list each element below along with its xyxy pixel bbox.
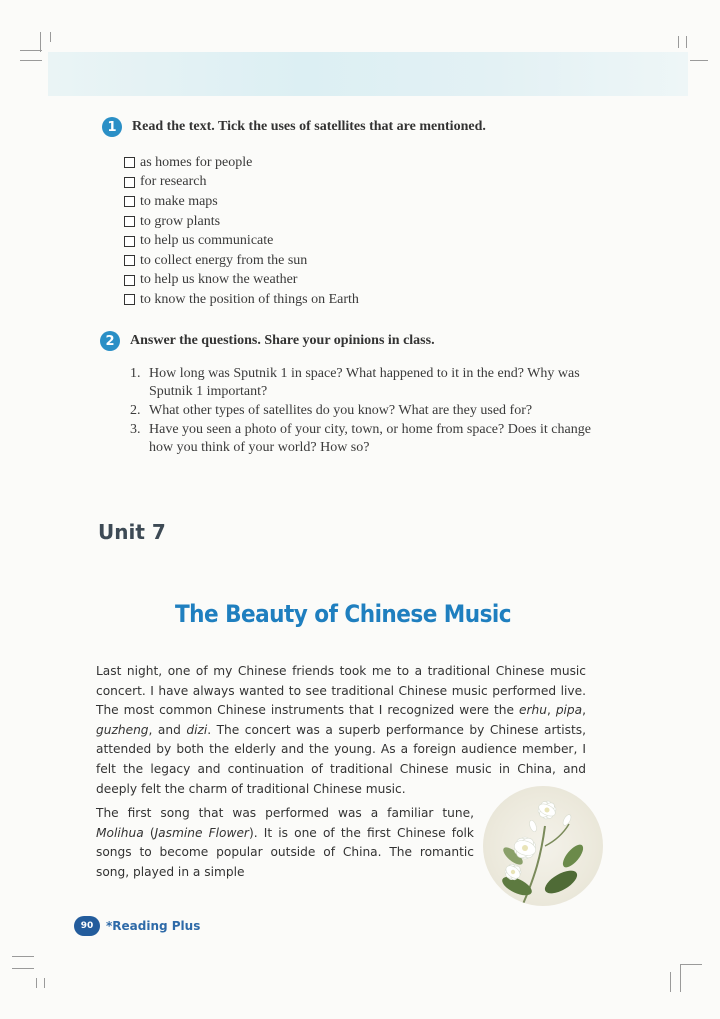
paragraph-text: ( (143, 825, 155, 840)
song-title: Jasmine Flower (154, 825, 249, 840)
crop-mark (678, 36, 679, 48)
paragraph-text: , (546, 703, 556, 718)
crop-mark (20, 50, 42, 51)
crop-mark (690, 60, 708, 61)
checklist-label: to make maps (140, 193, 218, 209)
checklist-label: to help us know the weather (140, 272, 298, 288)
checklist-item (124, 173, 359, 193)
checklist-item (124, 153, 359, 173)
exercise-instruction: Answer the questions. Share your opinions in class. (130, 333, 435, 348)
question-text: Have you seen a photo of your city, town, or home from space? Does it change how you think of your world? How so? (149, 422, 591, 455)
footer-label: *Reading Plus (106, 919, 201, 933)
checklist-item (124, 212, 359, 232)
checkbox[interactable] (124, 294, 135, 305)
crop-mark (680, 964, 702, 965)
article-paragraph-2 (96, 804, 474, 882)
question-number: 1. (130, 366, 141, 381)
checkbox[interactable] (124, 255, 135, 266)
checklist-label: to know the position of things on Earth (140, 291, 359, 307)
crop-mark (20, 60, 42, 61)
instrument-name: guzheng (96, 722, 149, 737)
checklist-label: as homes for people (140, 154, 253, 170)
question-item (130, 402, 600, 420)
paragraph-text: , and (148, 722, 187, 737)
checkbox[interactable] (124, 216, 135, 227)
paragraph-text: ). It is one of the first Chinese folk songs to become popular outside of China. The romantic song, played in a simple (96, 825, 474, 879)
question-number: 2. (130, 403, 141, 418)
article-paragraph-1 (96, 662, 586, 799)
checklist-label: for research (140, 174, 207, 190)
checkbox[interactable] (124, 177, 135, 188)
header-band (48, 52, 688, 96)
crop-mark (40, 32, 41, 52)
question-item (130, 365, 600, 401)
exercise-number-badge: 2 (100, 331, 120, 351)
instrument-name: erhu (518, 703, 547, 718)
exercise-instruction: Read the text. Tick the uses of satellites that are mentioned. (132, 119, 486, 134)
instrument-name: pipa (555, 703, 583, 718)
checkbox[interactable] (124, 275, 135, 286)
crop-mark (44, 978, 45, 988)
crop-mark (50, 32, 51, 42)
paragraph-text: Last night, one of my Chinese friends took me to a traditional Chinese music concert. I have always wanted to see traditional Chinese music performed live. The most common Chinese instruments that I recognized were the (96, 664, 586, 718)
crop-mark (12, 968, 34, 969)
question-list (130, 365, 600, 458)
checklist-item (124, 251, 359, 271)
checklist-item (124, 192, 359, 212)
crop-mark (36, 978, 37, 988)
checklist-item (124, 290, 359, 310)
satellite-uses-checklist (124, 153, 359, 310)
checklist-label: to grow plants (140, 213, 221, 229)
paragraph-text: , (582, 703, 587, 718)
checkbox[interactable] (124, 157, 135, 168)
crop-mark (680, 964, 681, 992)
article-title: The Beauty of Chinese Music (174, 600, 512, 628)
checklist-item (124, 271, 359, 291)
checkbox[interactable] (124, 196, 135, 207)
crop-mark (12, 956, 34, 957)
question-text: What other types of satellites do you know? What are they used for? (149, 403, 533, 418)
question-number: 3. (130, 422, 141, 437)
checkbox[interactable] (124, 236, 135, 247)
exercise-1-heading (102, 117, 486, 137)
checklist-item (124, 231, 359, 251)
question-item (130, 421, 600, 457)
page-number: 90 (74, 916, 100, 936)
instrument-name: dizi (186, 722, 208, 737)
exercise-2-heading (100, 331, 435, 351)
exercise-number-badge: 1 (102, 117, 122, 137)
question-text: How long was Sputnik 1 in space? What happened to it in the end? Why was Sputnik 1 important? (149, 366, 580, 399)
song-title: Molihua (96, 825, 144, 840)
checklist-label: to collect energy from the sun (140, 252, 308, 268)
unit-label: Unit 7 (98, 520, 166, 544)
jasmine-flower-illustration (483, 786, 603, 906)
crop-mark (670, 972, 671, 992)
crop-mark (686, 36, 687, 48)
paragraph-text: The first song that was performed was a familiar tune, (96, 806, 474, 820)
jasmine-flower-icon (483, 786, 603, 906)
paragraph-text: . The concert was a superb performance by Chinese artists, attended by both the elderly and the young. As a foreign audience member, I felt the legacy and continuation of traditional Chinese music in China, and deeply felt the charm of traditional Chinese music. (96, 722, 586, 796)
checklist-label: to help us communicate (140, 233, 274, 249)
page-footer (74, 916, 200, 936)
